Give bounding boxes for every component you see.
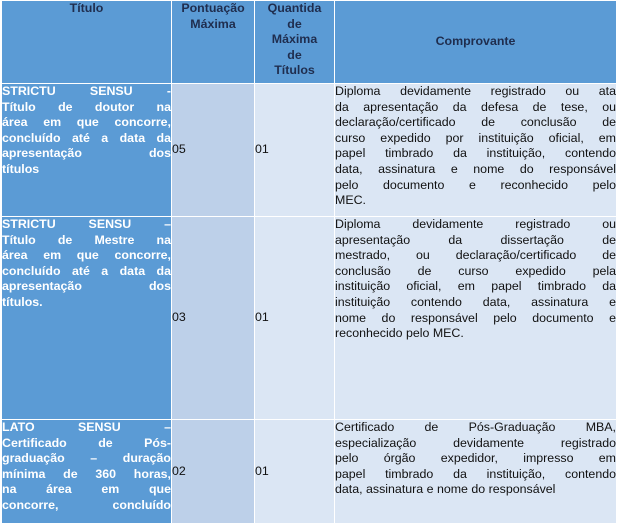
header-titulo: Título <box>2 1 172 84</box>
row-title: LATO SENSU – Certificado de Pós- graduação – duração mínima de 360 horas, na área em que concorre, concluído <box>2 420 172 524</box>
row-title: STRICTU SENSU - Título de doutor na área em que concorre, concluído até a data da apresentação dos títulos <box>2 84 172 217</box>
row-title: STRICTU SENSU – Título de Mestre na área em que concorre, concluído até a data da apresentação dos títulos. <box>2 217 172 420</box>
table-row <box>2 217 617 420</box>
header-row <box>2 1 617 84</box>
table-row <box>2 84 617 217</box>
table-row <box>2 420 617 524</box>
row-quantidade: 01 <box>255 217 335 420</box>
header-quantidade-maxima: Quantida de Máxima de Títulos <box>255 1 335 84</box>
row-pontuacao: 03 <box>172 217 255 420</box>
row-quantidade: 01 <box>255 420 335 524</box>
row-quantidade: 01 <box>255 84 335 217</box>
row-pontuacao: 05 <box>172 84 255 217</box>
row-comprovante: Certificado de Pós-Graduação MBA, especialização devidamente registrado pelo órgão expedidor, impresso em papel timbrado da instituição, contendo data, assinatura e nome do responsável <box>335 420 617 524</box>
row-comprovante: Diploma devidamente registrado ou apresentação da dissertação de mestrado, ou declaração/certificado de conclusão de curso expedido pela instituição oficial, em papel timbrado da instituição contendo data, assinatura e nome do responsável pelo documento e reconhecido pelo MEC. <box>335 217 617 420</box>
titles-score-table <box>1 0 617 524</box>
header-pontuacao-maxima: Pontuação Máxima <box>172 1 255 84</box>
header-comprovante: Comprovante <box>335 1 617 84</box>
row-pontuacao: 02 <box>172 420 255 524</box>
row-comprovante: Diploma devidamente registrado ou ata da apresentação da defesa de tese, ou declaração/certificado de conclusão de curso expedido por instituição oficial, em papel timbrado da instituição, contendo data, assinatura e nome do responsável pelo documento e reconhecido pelo MEC. <box>335 84 617 217</box>
